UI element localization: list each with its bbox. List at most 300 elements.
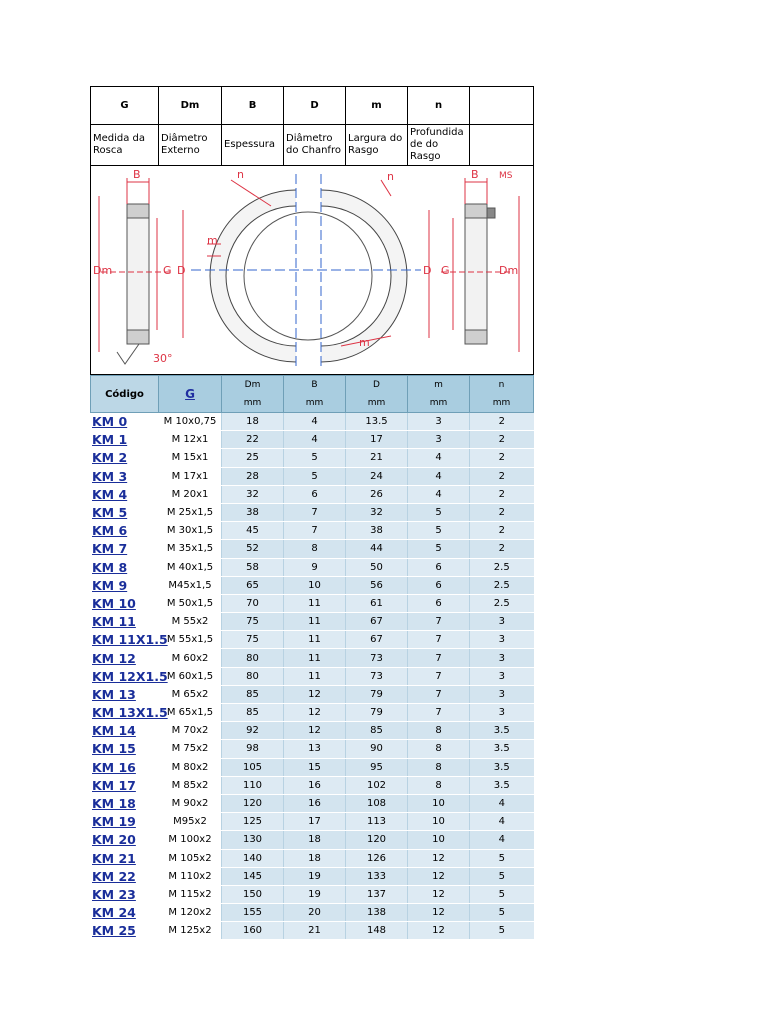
m-cell: 5	[408, 540, 470, 558]
column-header-b-label: B	[311, 380, 318, 390]
product-code-link[interactable]: KM 20	[92, 832, 136, 848]
table-row	[91, 613, 534, 631]
code-cell	[91, 922, 159, 940]
drawing-label-dm-left: Dm	[93, 264, 113, 277]
thread-cell: M 50x1,5	[159, 594, 222, 612]
drawing-label-m-left: m	[207, 234, 218, 247]
b-cell: 21	[284, 922, 346, 940]
d-cell: 13.5	[346, 413, 408, 431]
dm-cell: 28	[222, 467, 284, 485]
dm-cell: 32	[222, 485, 284, 503]
dm-cell: 22	[222, 431, 284, 449]
d-cell: 73	[346, 649, 408, 667]
legend-description-cell: Diâmetro Externo	[159, 125, 222, 166]
legend-symbol-cell	[470, 87, 534, 125]
n-cell: 2	[470, 467, 534, 485]
b-cell: 16	[284, 776, 346, 794]
product-code-link[interactable]: KM 24	[92, 905, 136, 921]
d-cell: 126	[346, 849, 408, 867]
legend-symbol-cell: Dm	[159, 87, 222, 125]
legend-description-cell: Diâmetro do Chanfro	[284, 125, 346, 166]
column-header-m	[408, 376, 470, 413]
dm-cell: 75	[222, 631, 284, 649]
lock-nut-table	[90, 375, 534, 940]
m-cell: 12	[408, 885, 470, 903]
n-cell: 3	[470, 631, 534, 649]
dm-cell: 38	[222, 503, 284, 521]
product-code-link[interactable]: KM 19	[92, 814, 136, 830]
m-cell: 10	[408, 794, 470, 812]
table-row	[91, 667, 534, 685]
column-header-m-label: m	[434, 380, 443, 390]
code-cell	[91, 485, 159, 503]
thread-cell: M 60x2	[159, 649, 222, 667]
table-row	[91, 867, 534, 885]
dm-cell: 150	[222, 885, 284, 903]
table-row	[91, 558, 534, 576]
n-cell: 2.5	[470, 594, 534, 612]
m-cell: 7	[408, 649, 470, 667]
thread-cell: M 115x2	[159, 885, 222, 903]
legend-symbol-cell: n	[408, 87, 470, 125]
code-cell	[91, 576, 159, 594]
column-header-b	[284, 376, 346, 413]
code-cell	[91, 885, 159, 903]
n-cell: 2	[470, 431, 534, 449]
legend-description-cell: Espessura	[222, 125, 284, 166]
table-row	[91, 904, 534, 922]
product-code-link[interactable]: KM 13X1.5	[92, 705, 168, 721]
n-cell: 5	[470, 867, 534, 885]
n-cell: 2	[470, 449, 534, 467]
b-cell: 5	[284, 449, 346, 467]
table-row	[91, 685, 534, 703]
b-cell: 7	[284, 522, 346, 540]
drawing-label-g-left: G	[163, 264, 172, 277]
dm-cell: 110	[222, 776, 284, 794]
dm-cell: 125	[222, 813, 284, 831]
d-cell: 79	[346, 685, 408, 703]
d-cell: 79	[346, 704, 408, 722]
column-header-dm	[222, 376, 284, 413]
legend-description-cell: Profundida de do Rasgo	[408, 125, 470, 166]
lock-nut-technical-drawing	[91, 166, 532, 374]
table-row	[91, 885, 534, 903]
d-cell: 44	[346, 540, 408, 558]
m-cell: 5	[408, 503, 470, 521]
n-cell: 3.5	[470, 758, 534, 776]
b-cell: 11	[284, 667, 346, 685]
d-cell: 85	[346, 722, 408, 740]
table-row	[91, 794, 534, 812]
dm-cell: 80	[222, 649, 284, 667]
thread-cell: M 25x1,5	[159, 503, 222, 521]
dm-cell: 65	[222, 576, 284, 594]
thread-cell: M 70x2	[159, 722, 222, 740]
code-cell	[91, 503, 159, 521]
legend-symbol-cell: B	[222, 87, 284, 125]
b-cell: 4	[284, 413, 346, 431]
product-code-link[interactable]: KM 11	[92, 614, 136, 630]
drawing-cell	[91, 166, 534, 375]
product-code-link[interactable]: KM 12	[92, 650, 136, 666]
legend-description-cell: Largura do Rasgo	[346, 125, 408, 166]
b-cell: 8	[284, 540, 346, 558]
d-cell: 120	[346, 831, 408, 849]
drawing-label-dm-right: Dm	[499, 264, 519, 277]
m-cell: 12	[408, 922, 470, 940]
code-cell	[91, 867, 159, 885]
code-cell	[91, 776, 159, 794]
thread-cell: M 60x1,5	[159, 667, 222, 685]
code-cell	[91, 594, 159, 612]
code-cell	[91, 431, 159, 449]
n-cell: 2	[470, 522, 534, 540]
thread-cell: M 35x1,5	[159, 540, 222, 558]
column-header-code: Código	[91, 376, 159, 413]
n-cell: 2	[470, 503, 534, 521]
b-cell: 7	[284, 503, 346, 521]
product-code-link[interactable]: KM 0	[92, 414, 128, 430]
code-cell	[91, 685, 159, 703]
m-cell: 8	[408, 722, 470, 740]
drawing-label-ms: MS	[499, 171, 513, 181]
d-cell: 95	[346, 758, 408, 776]
thread-cell: M 30x1,5	[159, 522, 222, 540]
dm-cell: 58	[222, 558, 284, 576]
m-cell: 4	[408, 485, 470, 503]
d-cell: 26	[346, 485, 408, 503]
n-cell: 3.5	[470, 776, 534, 794]
column-header-d-label: D	[373, 380, 380, 390]
d-cell: 137	[346, 885, 408, 903]
table-row	[91, 485, 534, 503]
m-cell: 7	[408, 613, 470, 631]
table-row	[91, 758, 534, 776]
table-row	[91, 631, 534, 649]
drawing-label-n-right: n	[387, 170, 394, 183]
code-cell	[91, 631, 168, 649]
m-cell: 6	[408, 594, 470, 612]
dm-cell: 85	[222, 704, 284, 722]
thread-cell: M 10x0,75	[159, 413, 222, 431]
d-cell: 90	[346, 740, 408, 758]
dm-cell: 92	[222, 722, 284, 740]
n-cell: 2.5	[470, 576, 534, 594]
column-header-g	[159, 376, 222, 413]
m-cell: 8	[408, 740, 470, 758]
table-row	[91, 449, 534, 467]
dm-cell: 52	[222, 540, 284, 558]
code-cell	[91, 522, 159, 540]
b-cell: 12	[284, 722, 346, 740]
thread-cell: M 40x1,5	[159, 558, 222, 576]
column-header-n-label: n	[498, 380, 505, 390]
b-cell: 15	[284, 758, 346, 776]
thread-cell: M45x1,5	[159, 576, 222, 594]
drawing-label-m-bottom: m	[359, 336, 370, 349]
dm-cell: 85	[222, 685, 284, 703]
b-cell: 17	[284, 813, 346, 831]
dm-cell: 18	[222, 413, 284, 431]
d-cell: 21	[346, 449, 408, 467]
b-cell: 12	[284, 685, 346, 703]
m-cell: 7	[408, 631, 470, 649]
code-cell	[91, 467, 159, 485]
b-cell: 16	[284, 794, 346, 812]
drawing-label-d-right: D	[423, 264, 432, 277]
dm-cell: 145	[222, 867, 284, 885]
product-code-link[interactable]: KM 23	[92, 886, 136, 902]
code-cell	[91, 613, 159, 631]
legend-symbol-row	[91, 87, 534, 125]
column-header-m-unit: mm	[429, 398, 448, 408]
column-header-n-unit: mm	[492, 398, 511, 408]
product-code-link[interactable]: KM 2	[92, 450, 128, 466]
m-cell: 12	[408, 849, 470, 867]
dm-cell: 120	[222, 794, 284, 812]
m-cell: 10	[408, 831, 470, 849]
dm-cell: 105	[222, 758, 284, 776]
n-cell: 5	[470, 922, 534, 940]
code-cell	[91, 413, 159, 431]
product-code-link[interactable]: KM 17	[92, 777, 136, 793]
product-code-link[interactable]: KM 22	[92, 868, 136, 884]
code-cell	[91, 831, 159, 849]
product-code-link[interactable]: KM 10	[92, 595, 136, 611]
table-header-row	[91, 376, 534, 413]
n-cell: 2	[470, 485, 534, 503]
b-cell: 13	[284, 740, 346, 758]
legend-symbol-cell: D	[284, 87, 346, 125]
product-code-link[interactable]: KM 13	[92, 686, 136, 702]
n-cell: 4	[470, 813, 534, 831]
product-code-link[interactable]: KM 8	[92, 559, 128, 575]
product-code-link[interactable]: KM 9	[92, 577, 128, 593]
d-cell: 138	[346, 904, 408, 922]
n-cell: 5	[470, 904, 534, 922]
b-cell: 5	[284, 467, 346, 485]
n-cell: 2.5	[470, 558, 534, 576]
dm-cell: 25	[222, 449, 284, 467]
m-cell: 4	[408, 467, 470, 485]
b-cell: 4	[284, 431, 346, 449]
m-cell: 7	[408, 667, 470, 685]
m-cell: 6	[408, 558, 470, 576]
code-cell	[91, 758, 159, 776]
d-cell: 61	[346, 594, 408, 612]
b-cell: 19	[284, 885, 346, 903]
legend-symbol-cell: m	[346, 87, 408, 125]
table-row	[91, 722, 534, 740]
product-code-link[interactable]: KM 6	[92, 523, 128, 539]
table-row	[91, 540, 534, 558]
dm-cell: 140	[222, 849, 284, 867]
thread-cell: M 125x2	[159, 922, 222, 940]
legend-table	[90, 86, 534, 375]
product-code-link[interactable]: KM 1	[92, 432, 128, 448]
table-row	[91, 522, 534, 540]
thread-cell: M 120x2	[159, 904, 222, 922]
column-header-d	[346, 376, 408, 413]
thread-cell: M 55x2	[159, 613, 222, 631]
table-row	[91, 594, 534, 612]
table-row	[91, 849, 534, 867]
d-cell: 56	[346, 576, 408, 594]
thread-cell: M 80x2	[159, 758, 222, 776]
dm-cell: 130	[222, 831, 284, 849]
code-cell	[91, 667, 168, 685]
b-cell: 18	[284, 831, 346, 849]
table-body	[91, 413, 534, 940]
drawing-label-b-left: B	[133, 168, 141, 181]
code-cell	[91, 704, 168, 722]
thread-cell: M 20x1	[159, 485, 222, 503]
n-cell: 3	[470, 704, 534, 722]
dm-cell: 80	[222, 667, 284, 685]
drawing-row	[91, 166, 534, 375]
d-cell: 113	[346, 813, 408, 831]
m-cell: 7	[408, 704, 470, 722]
thread-cell: M 65x2	[159, 685, 222, 703]
dm-cell: 160	[222, 922, 284, 940]
n-cell: 4	[470, 831, 534, 849]
product-code-link[interactable]: KM 12X1.5	[92, 668, 168, 684]
code-cell	[91, 649, 159, 667]
n-cell: 5	[470, 849, 534, 867]
thread-cell: M95x2	[159, 813, 222, 831]
n-cell: 3	[470, 667, 534, 685]
thread-cell: M 85x2	[159, 776, 222, 794]
thread-cell: M 75x2	[159, 740, 222, 758]
thread-cell: M 12x1	[159, 431, 222, 449]
code-cell	[91, 449, 159, 467]
thread-cell: M 17x1	[159, 467, 222, 485]
d-cell: 73	[346, 667, 408, 685]
d-cell: 67	[346, 631, 408, 649]
b-cell: 11	[284, 594, 346, 612]
n-cell: 2	[470, 413, 534, 431]
m-cell: 12	[408, 867, 470, 885]
spreadsheet	[90, 86, 533, 940]
b-cell: 11	[284, 631, 346, 649]
table-row	[91, 576, 534, 594]
drawing-label-b-right: B	[471, 168, 479, 181]
n-cell: 3	[470, 613, 534, 631]
product-code-link[interactable]: KM 21	[92, 850, 136, 866]
table-row	[91, 922, 534, 940]
product-code-link[interactable]: KM 4	[92, 486, 128, 502]
n-cell: 3.5	[470, 740, 534, 758]
legend-description-cell: Medida da Rosca	[91, 125, 159, 166]
code-cell	[91, 558, 159, 576]
product-code-link[interactable]: KM 14	[92, 723, 136, 739]
column-header-g-link[interactable]: G	[185, 387, 195, 401]
code-cell	[91, 813, 159, 831]
table-row	[91, 503, 534, 521]
drawing-label-g-right: G	[441, 264, 450, 277]
m-cell: 10	[408, 813, 470, 831]
n-cell: 3	[470, 649, 534, 667]
product-code-link[interactable]: KM 18	[92, 796, 136, 812]
m-cell: 3	[408, 431, 470, 449]
column-header-d-unit: mm	[367, 398, 386, 408]
n-cell: 5	[470, 885, 534, 903]
thread-cell: M 55x1,5	[159, 631, 222, 649]
thread-cell: M 100x2	[159, 831, 222, 849]
legend-symbol-cell: G	[91, 87, 159, 125]
legend-description-row	[91, 125, 534, 166]
b-cell: 10	[284, 576, 346, 594]
thread-cell: M 15x1	[159, 449, 222, 467]
table-row	[91, 740, 534, 758]
d-cell: 17	[346, 431, 408, 449]
m-cell: 4	[408, 449, 470, 467]
table-row	[91, 431, 534, 449]
dm-cell: 98	[222, 740, 284, 758]
b-cell: 12	[284, 704, 346, 722]
m-cell: 8	[408, 758, 470, 776]
table-row	[91, 831, 534, 849]
product-code-link[interactable]: KM 15	[92, 741, 136, 757]
code-cell	[91, 540, 159, 558]
product-code-link[interactable]: KM 16	[92, 759, 136, 775]
legend-description-cell	[470, 125, 534, 166]
n-cell: 4	[470, 794, 534, 812]
thread-cell: M 110x2	[159, 867, 222, 885]
code-cell	[91, 722, 159, 740]
n-cell: 3	[470, 685, 534, 703]
drawing-label-d-left: D	[177, 264, 186, 277]
dm-cell: 45	[222, 522, 284, 540]
b-cell: 20	[284, 904, 346, 922]
thread-cell: M 65x1,5	[159, 704, 222, 722]
dm-cell: 75	[222, 613, 284, 631]
dm-cell: 155	[222, 904, 284, 922]
product-code-link[interactable]: KM 5	[92, 505, 128, 521]
n-cell: 2	[470, 540, 534, 558]
b-cell: 6	[284, 485, 346, 503]
b-cell: 19	[284, 867, 346, 885]
d-cell: 133	[346, 867, 408, 885]
thread-cell: M 90x2	[159, 794, 222, 812]
m-cell: 7	[408, 685, 470, 703]
d-cell: 108	[346, 794, 408, 812]
d-cell: 148	[346, 922, 408, 940]
product-code-link[interactable]: KM 7	[92, 541, 128, 557]
table-row	[91, 649, 534, 667]
product-code-link[interactable]: KM 25	[92, 923, 136, 939]
d-cell: 50	[346, 558, 408, 576]
m-cell: 6	[408, 576, 470, 594]
n-cell: 3.5	[470, 722, 534, 740]
column-header-dm-label: Dm	[244, 380, 261, 390]
code-cell	[91, 794, 159, 812]
d-cell: 24	[346, 467, 408, 485]
product-code-link[interactable]: KM 11X1.5	[92, 632, 168, 648]
d-cell: 38	[346, 522, 408, 540]
product-code-link[interactable]: KM 3	[92, 468, 128, 484]
code-cell	[91, 740, 159, 758]
d-cell: 102	[346, 776, 408, 794]
table-row	[91, 704, 534, 722]
column-header-b-unit: mm	[305, 398, 324, 408]
drawing-label-angle: 30°	[153, 352, 173, 365]
b-cell: 11	[284, 649, 346, 667]
d-cell: 67	[346, 613, 408, 631]
b-cell: 11	[284, 613, 346, 631]
m-cell: 12	[408, 904, 470, 922]
